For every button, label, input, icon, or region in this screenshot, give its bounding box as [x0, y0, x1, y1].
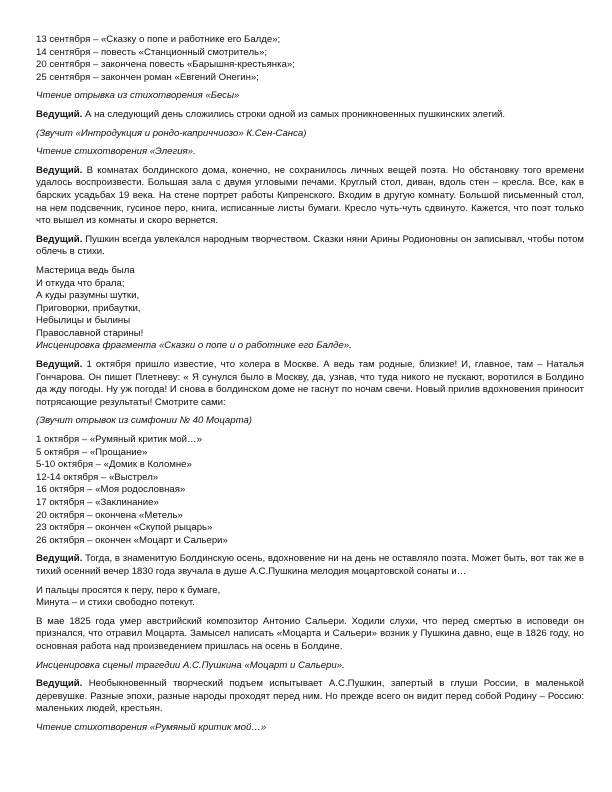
stage-direction: Чтение стихотворения «Элегия».	[36, 146, 196, 158]
speaker-label: Ведущий.	[36, 553, 83, 565]
poem-line: Мастерица ведь была	[36, 264, 135, 276]
host-paragraph	[36, 234, 584, 259]
host-paragraph	[36, 165, 584, 228]
dates-october-list	[36, 434, 584, 547]
poem-line: И откуда что брала;	[36, 277, 125, 289]
stage-direction: Чтение стихотворения «Румяный критик мой…»	[36, 721, 267, 733]
list-item: 20 октября – окончена «Метель»	[36, 509, 183, 521]
stage-direction: Инсценировка фрагмента «Сказки о попе и о работнике его Балде».	[36, 340, 352, 352]
stage-direction: Инсценировка сценыI трагедии А.С.Пушкина «Моцарт и Сальери».	[36, 659, 345, 671]
list-item: 13 сентября – «Сказку о попе и работнике его Балде»;	[36, 34, 281, 45]
poem-excerpt	[36, 585, 584, 610]
paragraph-text: А на следующий день сложились строки одной из самых проникновенных пушкинских элегий.	[82, 108, 506, 120]
poem-line: А куды разумны шутки,	[36, 290, 140, 302]
history-paragraph: В мае 1825 года умер австрийский композитор Антонио Сальери. Ходили слухи, что перед смертью в исповеди он признался, что отравил Моцарта. Замысел написать «Моцарта и Сальери» возник у Пушкина давно, еще в 1826 году, но основная работа над произведением пришлась на осень в Болдине.	[36, 615, 584, 652]
poem-line: И пальцы просятся к перу, перо к бумаге,	[36, 584, 221, 596]
speaker-label: Ведущий.	[36, 678, 83, 690]
speaker-label: Ведущий.	[36, 108, 83, 120]
host-paragraph	[36, 109, 584, 122]
music-note: (Звучит отрывок из симфонии № 40 Моцарта)	[36, 415, 253, 427]
list-item: 5 октября – «Прощание»	[36, 446, 148, 458]
list-item: 23 октября – окончен «Скупой рыцарь»	[36, 522, 213, 534]
poem-line: Приговорки, прибаутки,	[36, 302, 141, 314]
speaker-label: Ведущий.	[36, 233, 83, 245]
list-item: 17 октября – «Заклинание»	[36, 497, 159, 508]
list-item: 16 октября – «Моя родословная»	[36, 484, 186, 496]
poem-excerpt	[36, 265, 584, 341]
list-item: 14 сентября – повесть «Станционный смотритель»;	[36, 46, 268, 58]
paragraph-text: Необыкновенный творческий подъем испытывает А.С.Пушкин, запертый в глуши России, в маленькой деревушке. Разные эпохи, разные народы проходят перед ним. Но прежде всего он видит перед собой Родину – Россию: маленьких людей, крестьян.	[36, 678, 584, 715]
list-item: 1 октября – «Румяный критик мой…»	[36, 434, 202, 446]
poem-line: Минута – и стихи свободно потекут.	[36, 597, 195, 609]
speaker-label: Ведущий.	[36, 359, 83, 371]
list-item: 12-14 октября – «Выстрел»	[36, 471, 159, 483]
document-page	[36, 34, 584, 741]
list-item: 26 октября – окончен «Моцарт и Сальери»	[36, 534, 228, 546]
paragraph-text: Пушкин всегда увлекался народным творчеством. Сказки няни Арины Родионовны он записывал, чтобы потом облечь в стихи.	[36, 233, 584, 258]
list-item: 25 сентября – закончен роман «Евгений Онегин»;	[36, 71, 259, 83]
stage-direction: Чтение отрывка из стихотворения «Бесы»	[36, 90, 240, 102]
host-paragraph	[36, 359, 584, 409]
poem-line: Православной старины!	[36, 327, 144, 339]
host-paragraph	[36, 678, 584, 716]
music-note: (Звучит «Интродукция и рондо-каприччиозо» К.Сен-Санса)	[36, 127, 307, 139]
dates-september-list	[36, 34, 584, 84]
list-item: 20 сентября – закончена повесть «Барышня-крестьянка»;	[36, 59, 295, 71]
speaker-label: Ведущий.	[36, 164, 83, 176]
paragraph-text: 1 октября пришло известие, что холера в Москве. А ведь там родные, близкие! И, главное, там – Наталья Гончарова. Он пишет Плетневу: « Я сунулся было в Москву, да, узнав, что туда никого не пускают, воротился в Болдино да жду погоды. Ну уж погода! И снова в болдинском доме не гаснут по ночам свечи. Новый прилив вдохновения приносит потрясающие результаты! Смотрите сами:	[36, 359, 584, 408]
paragraph-text: Тогда, в знаменитую Болдинскую осень, вдохновение ни на день не оставляло поэта. Может быть, вот так же в тихий осенний вечер 1830 года звучала в душе А.С.Пушкина мелодия моцартовской сонаты и…	[36, 553, 584, 577]
paragraph-text: В комнатах болдинского дома, конечно, не сохранилось личных вещей поэта. Но обстановку того времени удалось воспроизвести. Большая зала с двумя угловыми печами. Круглый стол, диван, вдоль стен – кресла. Все, как в барских усадьбах 19 века. На стене портрет работы Кипренского. Входим в другую комнату. Большой письменный стол, на нем подсвечник, гусиное перо, книга, исписанные листы бумаги. Кресло чуть-чуть сдвинуто. Кажется, что поэт только что вышел из комнаты и скоро вернется.	[36, 164, 584, 227]
host-paragraph	[36, 553, 584, 578]
poem-line: Небылицы и былины	[36, 315, 131, 327]
list-item: 5-10 октября – «Домик в Коломне»	[36, 459, 192, 471]
